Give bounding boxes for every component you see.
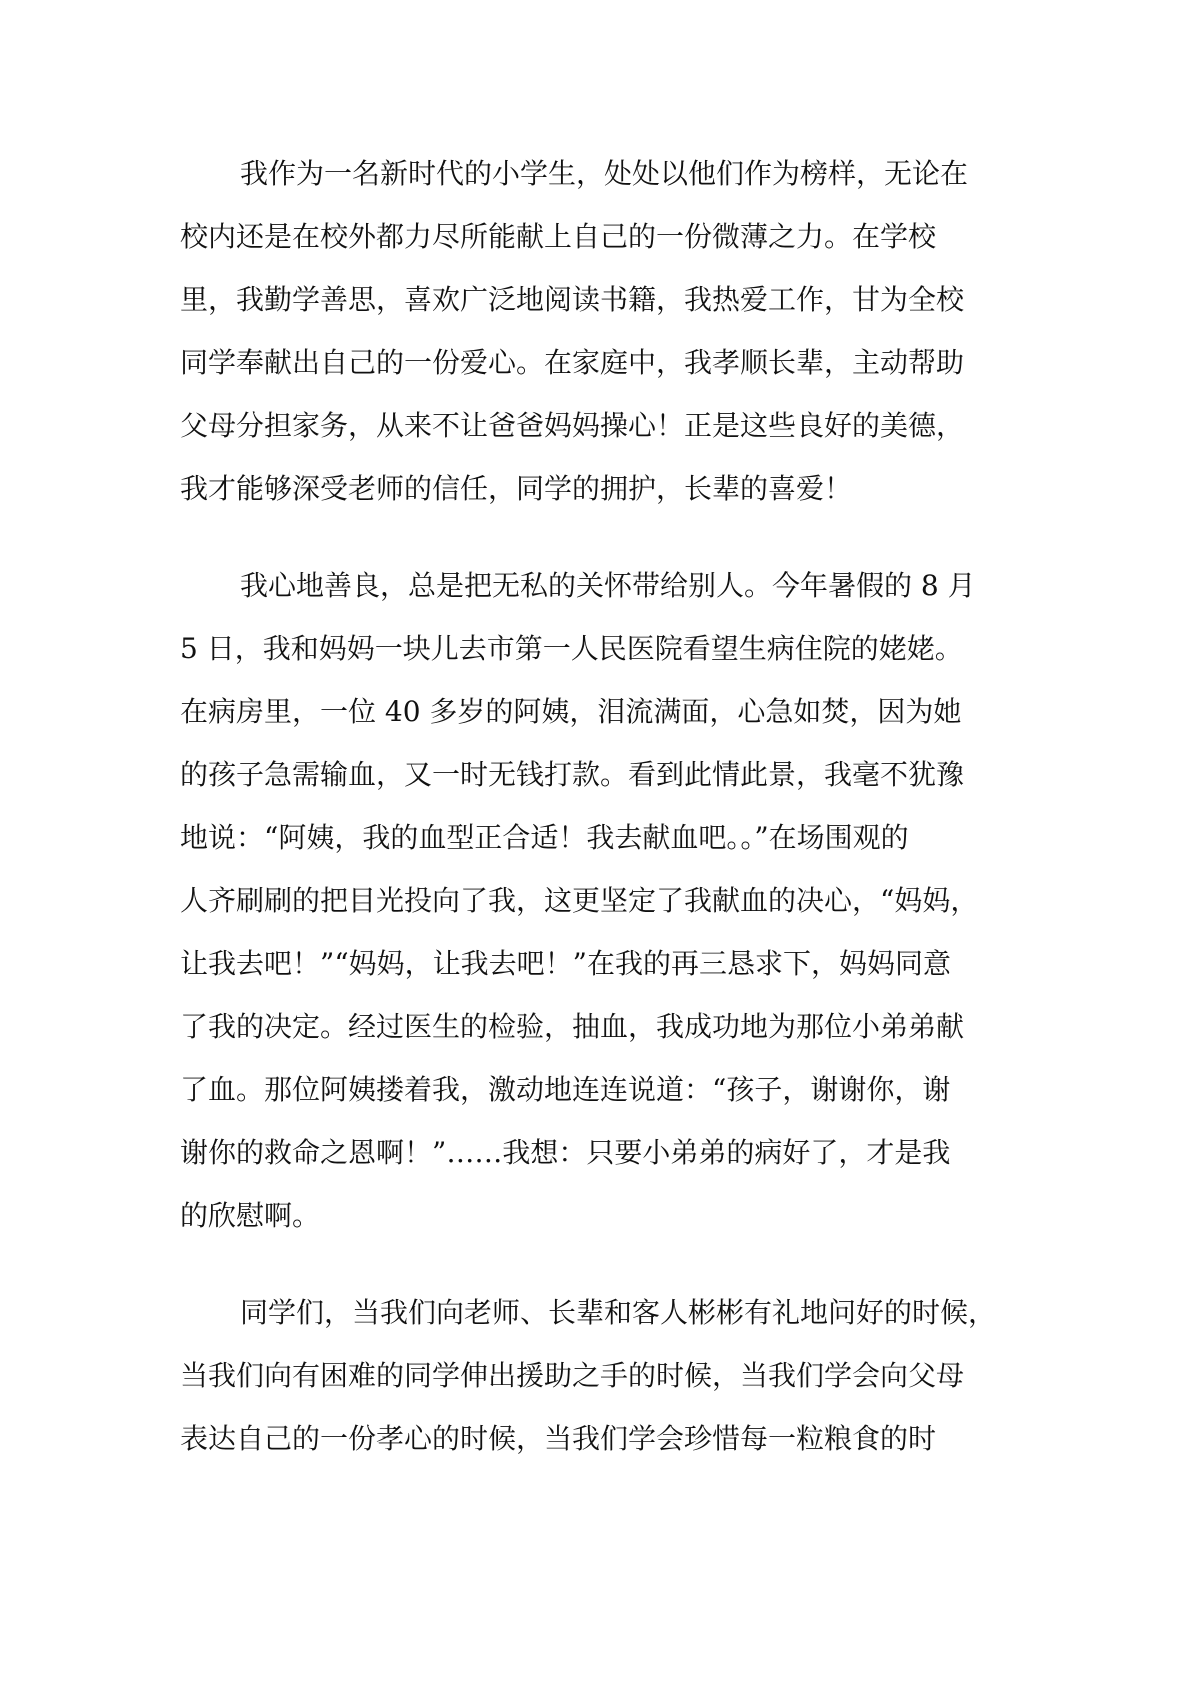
paragraph-3: [180, 1281, 1015, 1470]
paragraph-line: 同学奉献出自己的一份爱心。在家庭中，我孝顺长辈，主动帮助: [180, 346, 965, 379]
paragraph-line: 5 日，我和妈妈一块儿去市第一人民医院看望生病住院的姥姥。: [180, 632, 963, 665]
paragraph-1: [180, 142, 1015, 520]
paragraph-line: 我心地善良，总是把无私的关怀带给别人。今年暑假的 8 月: [240, 569, 976, 602]
paragraph-line: 让我去吧！”“妈妈，让我去吧！”在我的再三恳求下，妈妈同意: [180, 947, 951, 980]
paragraph-line: 父母分担家务，从来不让爸爸妈妈操心！正是这些良好的美德，: [180, 409, 965, 442]
paragraph-line: 谢你的救命之恩啊！”……我想：只要小弟弟的病好了，才是我: [180, 1136, 951, 1169]
paragraph-line: 表达自己的一份孝心的时候，当我们学会珍惜每一粒粮食的时: [180, 1422, 937, 1455]
paragraph-line: 当我们向有困难的同学伸出援助之手的时候，当我们学会向父母: [180, 1359, 965, 1392]
paragraph-line: 的孩子急需输血，又一时无钱打款。看到此情此景，我毫不犹豫: [180, 758, 965, 791]
paragraph-2: [180, 554, 1015, 1247]
paragraph-line: 了我的决定。经过医生的检验，抽血，我成功地为那位小弟弟献: [180, 1010, 965, 1043]
paragraph-line: 在病房里，一位 40 多岁的阿姨，泪流满面，心急如焚，因为她: [180, 695, 962, 728]
paragraph-line: 人齐刷刷的把目光投向了我，这更坚定了我献血的决心，“妈妈，: [180, 884, 979, 917]
document-body: [180, 142, 1015, 1504]
paragraph-line: 校内还是在校外都力尽所能献上自己的一份微薄之力。在学校: [180, 220, 937, 253]
paragraph-line: 了血。那位阿姨搂着我，激动地连连说道：“孩子，谢谢你，谢: [180, 1073, 951, 1106]
paragraph-line: 地说：“阿姨，我的血型正合适！我去献血吧。。”在场围观的: [180, 821, 909, 854]
paragraph-line: 的欣慰啊。: [180, 1199, 321, 1232]
paragraph-line: 同学们，当我们向老师、长辈和客人彬彬有礼地问好的时候，: [240, 1296, 997, 1329]
paragraph-line: 我才能够深受老师的信任，同学的拥护，长辈的喜爱！: [180, 472, 853, 505]
paragraph-line: 我作为一名新时代的小学生，处处以他们作为榜样，无论在: [240, 157, 969, 190]
paragraph-line: 里，我勤学善思，喜欢广泛地阅读书籍，我热爱工作，甘为全校: [180, 283, 965, 316]
